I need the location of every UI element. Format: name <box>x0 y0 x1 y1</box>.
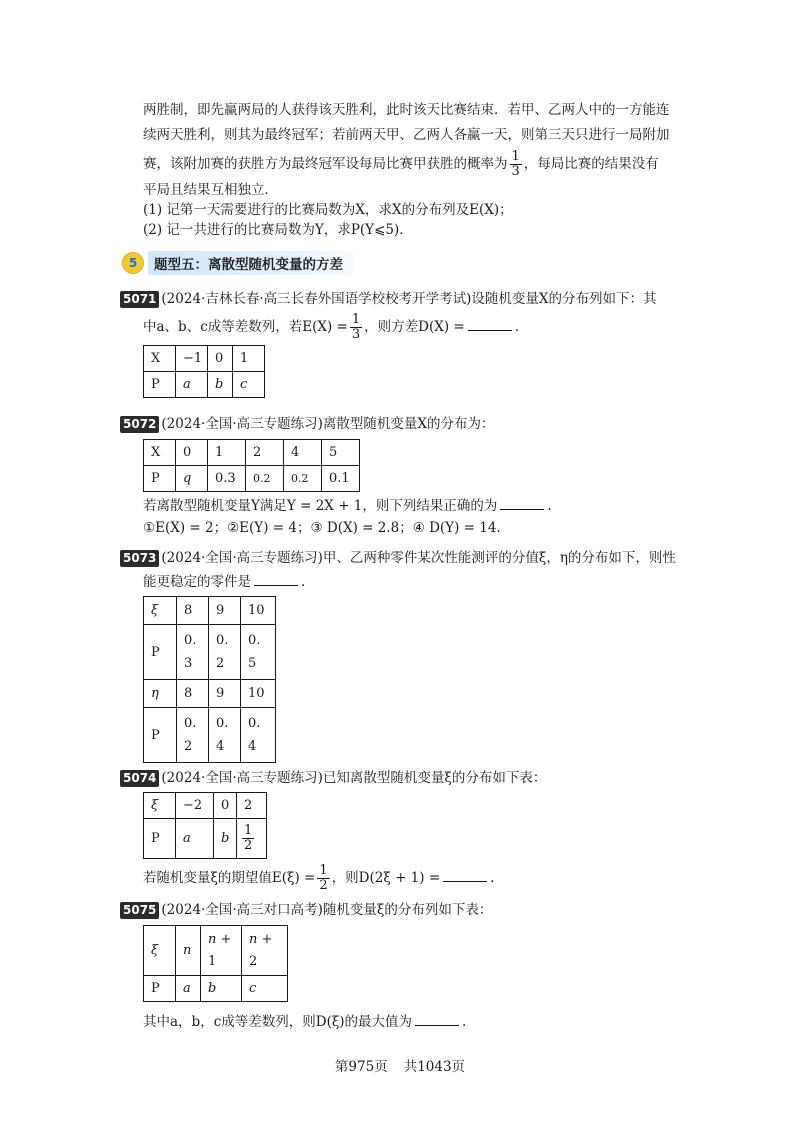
question-5075-line-1: 5075 (2024·全国·高三对口高考)随机变量ξ的分布列如下表： <box>120 900 492 920</box>
intro-line-2: 续两天胜利，则其为最终冠军；若前两天甲、乙两人各赢一天，则第三天只进行一局附加 <box>143 127 670 143</box>
question-5074-line-2: 若随机变量ξ的期望值E(ξ) = $\frac{1}{2}$ ，则D(2ξ + 1) = . <box>143 863 495 893</box>
answer-blank <box>443 869 487 882</box>
fraction-one-third: $\frac{1}{3}$ <box>511 149 520 179</box>
fraction-one-half: $\frac{1}{2}$ <box>319 863 328 893</box>
table-row: P 0. 3 0. 2 0. 5 <box>144 625 276 680</box>
table-row: P q 0.3 0.2 0.2 0.1 <box>144 466 360 492</box>
table-row: η 8 9 10 <box>144 680 276 708</box>
table-row: P a b $\frac{1}{2}$ <box>144 819 267 859</box>
distribution-table-5071 <box>143 345 265 398</box>
fraction-one-half: $\frac{1}{2}$ <box>244 823 253 853</box>
question-part-1: (1) 记第一天需要进行的比赛局数为X，求X的分布列及E(X)； <box>143 202 513 218</box>
intro-line-4: 平局且结果互相独立． <box>143 182 278 198</box>
intro-line-3: 赛，该附加赛的获胜方为最终冠军设每局比赛甲获胜的概率为 $\frac{1}{3}$ ，每局比赛的结果没有 <box>143 149 659 179</box>
table-row: P a b c <box>144 976 288 1002</box>
section-number-badge: 5 <box>122 252 144 274</box>
distribution-table-5072 <box>143 439 360 492</box>
answer-blank <box>415 1013 459 1026</box>
table-row: P 0. 2 0. 4 0. 4 <box>144 708 276 763</box>
section-header <box>122 252 353 274</box>
distribution-table-5073 <box>143 596 276 763</box>
section-title: 题型五：离散型随机变量的方差 <box>148 251 353 275</box>
table-row: ξ n n + 1 n + 2 <box>144 926 288 976</box>
distribution-table-5075 <box>143 925 288 1002</box>
table-row: ξ −2 0 2 <box>144 793 267 819</box>
page-footer <box>0 1055 800 1075</box>
fraction-one-third: $\frac{1}{3}$ <box>351 312 361 342</box>
answer-blank <box>468 318 512 331</box>
question-5071-line-1: 5071 (2024·吉林长春·高三长春外国语学校校考开学考试)设随机变量X的分布列如下：其 <box>120 289 657 309</box>
question-part-2: (2) 记一共进行的比赛局数为Y，求P(Y⩽5)． <box>143 222 413 238</box>
answer-blank <box>254 573 298 586</box>
question-5072-line-1: 5072 (2024·全国·高三专题练习)离散型随机变量X的分布为： <box>120 414 495 434</box>
question-number: 5073 <box>120 550 159 567</box>
answer-blank <box>500 497 544 510</box>
table-row: ξ 8 9 10 <box>144 597 276 625</box>
question-5072-line-2: 若离散型随机变量Y满足Y = 2X + 1，则下列结果正确的为 . <box>143 498 552 514</box>
question-5074-line-1: 5074 (2024·全国·高三专题练习)已知离散型随机变量ξ的分布如下表： <box>120 768 546 788</box>
question-number: 5074 <box>120 770 159 787</box>
table-row: X −1 0 1 <box>144 346 265 372</box>
question-5071-line-2: 中a、b、c成等差数列，若E(X) = $\frac{1}{3}$ ，则方差D(X) = . <box>143 312 520 342</box>
question-number: 5071 <box>120 291 159 308</box>
question-5072-options: ①E(X) = 2；②E(Y) = 4；③ D(X) = 2.8；④ D(Y) = 14. <box>143 520 501 536</box>
table-row: P a b c <box>144 372 265 398</box>
question-number: 5072 <box>120 416 159 433</box>
page-number: 第975页 <box>334 1059 388 1075</box>
question-5073-line-1: 5073 (2024·全国·高三专题练习)甲、乙两种零件某次性能测评的分值ξ，η的分布如下，则性 <box>120 548 676 568</box>
total-pages: 共1043页 <box>403 1059 466 1075</box>
question-5075-line-2: 其中a，b，c成等差数列，则D(ξ)的最大值为 . <box>143 1014 467 1030</box>
table-row: X 0 1 2 4 5 <box>144 440 360 466</box>
question-5073-line-2: 能更稳定的零件是 . <box>143 574 306 590</box>
question-number: 5075 <box>120 902 159 919</box>
intro-line-1: 两胜制，即先赢两局的人获得该天胜利，此时该天比赛结束．若甲、乙两人中的一方能连 <box>143 102 670 118</box>
distribution-table-5074 <box>143 792 267 859</box>
